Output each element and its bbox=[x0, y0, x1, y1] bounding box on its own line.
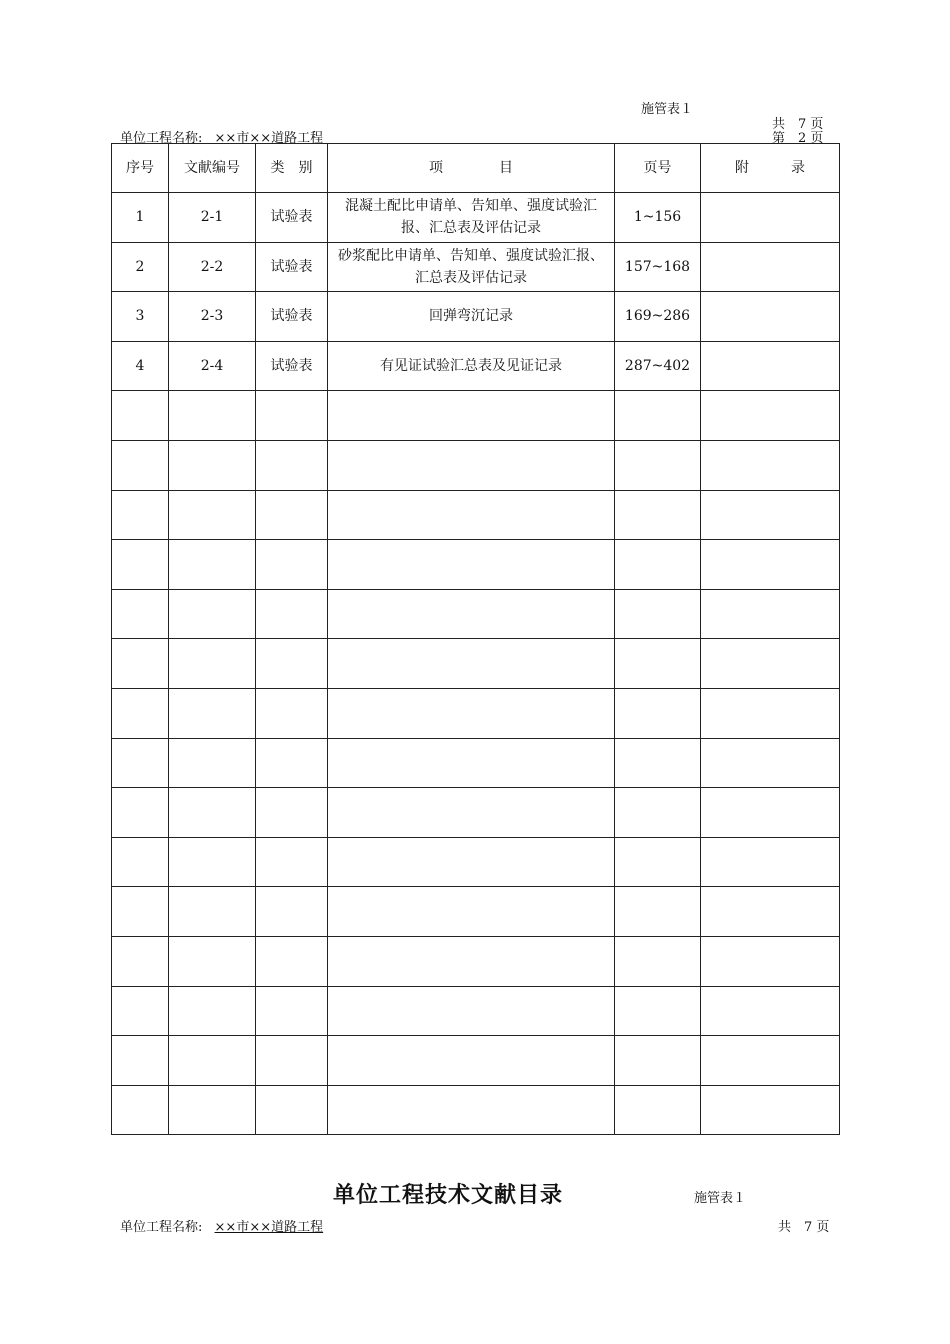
empty-cell bbox=[615, 440, 701, 490]
empty-cell bbox=[701, 738, 840, 788]
row-serial: 3 bbox=[112, 292, 169, 342]
empty-cell bbox=[701, 1085, 840, 1135]
empty-cell bbox=[112, 936, 169, 986]
row-category: 试验表 bbox=[256, 193, 328, 243]
empty-cell bbox=[169, 589, 256, 639]
empty-cell bbox=[328, 887, 615, 937]
empty-cell bbox=[112, 440, 169, 490]
empty-cell bbox=[615, 589, 701, 639]
empty-cell bbox=[615, 540, 701, 590]
empty-rows bbox=[112, 391, 840, 1135]
empty-cell bbox=[701, 986, 840, 1036]
page-number: 第 2 页 bbox=[772, 131, 824, 146]
empty-cell bbox=[328, 540, 615, 590]
empty-cell bbox=[701, 788, 840, 838]
empty-cell bbox=[169, 986, 256, 1036]
empty-cell bbox=[256, 391, 328, 441]
empty-cell bbox=[615, 887, 701, 937]
empty-cell bbox=[169, 391, 256, 441]
row-appendix bbox=[701, 242, 840, 292]
header-serial: 序号 bbox=[112, 144, 169, 193]
empty-cell bbox=[701, 540, 840, 590]
empty-cell bbox=[256, 738, 328, 788]
empty-cell bbox=[169, 639, 256, 689]
table-row bbox=[112, 242, 840, 292]
unit-name-label: 单位工程名称: bbox=[120, 131, 203, 146]
header-doc-code: 文献编号 bbox=[169, 144, 256, 193]
empty-cell bbox=[256, 688, 328, 738]
row-serial: 4 bbox=[112, 341, 169, 391]
empty-cell bbox=[112, 986, 169, 1036]
empty-cell bbox=[328, 1085, 615, 1135]
table-header-row bbox=[112, 144, 840, 193]
row-item: 回弹弯沉记录 bbox=[328, 292, 615, 342]
empty-cell bbox=[328, 391, 615, 441]
table-row-empty bbox=[112, 887, 840, 937]
row-category: 试验表 bbox=[256, 292, 328, 342]
empty-cell bbox=[256, 936, 328, 986]
empty-cell bbox=[615, 738, 701, 788]
row-doc-code: 2-1 bbox=[169, 193, 256, 243]
empty-cell bbox=[615, 391, 701, 441]
table-row-empty bbox=[112, 540, 840, 590]
unit-name-label-2: 单位工程名称: bbox=[120, 1220, 203, 1235]
table-row-empty bbox=[112, 391, 840, 441]
empty-cell bbox=[112, 391, 169, 441]
empty-cell bbox=[701, 391, 840, 441]
empty-cell bbox=[169, 440, 256, 490]
row-serial: 2 bbox=[112, 242, 169, 292]
empty-cell bbox=[328, 788, 615, 838]
table-row-empty bbox=[112, 440, 840, 490]
empty-cell bbox=[701, 1036, 840, 1086]
empty-cell bbox=[169, 738, 256, 788]
form-code-2: 施管表１ bbox=[694, 1191, 747, 1206]
table-row-empty bbox=[112, 837, 840, 887]
empty-cell bbox=[615, 936, 701, 986]
empty-cell bbox=[256, 490, 328, 540]
empty-cell bbox=[169, 887, 256, 937]
empty-cell bbox=[615, 639, 701, 689]
row-appendix bbox=[701, 193, 840, 243]
empty-cell bbox=[256, 440, 328, 490]
empty-cell bbox=[328, 639, 615, 689]
empty-cell bbox=[328, 986, 615, 1036]
table-row-empty bbox=[112, 589, 840, 639]
header-category: 类 别 bbox=[256, 144, 328, 193]
empty-cell bbox=[328, 490, 615, 540]
row-doc-code: 2-4 bbox=[169, 341, 256, 391]
empty-cell bbox=[328, 738, 615, 788]
header-pages: 页号 bbox=[615, 144, 701, 193]
empty-cell bbox=[112, 837, 169, 887]
empty-cell bbox=[256, 639, 328, 689]
empty-cell bbox=[256, 887, 328, 937]
row-category: 试验表 bbox=[256, 341, 328, 391]
empty-cell bbox=[615, 1085, 701, 1135]
empty-cell bbox=[701, 440, 840, 490]
empty-cell bbox=[701, 490, 840, 540]
table-row-empty bbox=[112, 986, 840, 1036]
empty-cell bbox=[112, 1036, 169, 1086]
empty-cell bbox=[701, 936, 840, 986]
row-item: 砂浆配比申请单、告知单、强度试验汇报、汇总表及评估记录 bbox=[328, 242, 615, 292]
table-row bbox=[112, 341, 840, 391]
header-appendix: 附 录 bbox=[701, 144, 840, 193]
empty-cell bbox=[112, 490, 169, 540]
row-pages: 287~402 bbox=[615, 341, 701, 391]
empty-cell bbox=[169, 1036, 256, 1086]
empty-cell bbox=[169, 936, 256, 986]
empty-cell bbox=[328, 440, 615, 490]
unit-name-line-2 bbox=[120, 1216, 323, 1235]
page-title: 单位工程技术文献目录 bbox=[333, 1182, 564, 1208]
table-row-empty bbox=[112, 639, 840, 689]
unit-name-value: ××市××道路工程 bbox=[214, 131, 324, 146]
empty-cell bbox=[256, 837, 328, 887]
row-doc-code: 2-3 bbox=[169, 292, 256, 342]
empty-cell bbox=[169, 688, 256, 738]
empty-cell bbox=[328, 837, 615, 887]
unit-name-value-2: ××市××道路工程 bbox=[214, 1220, 324, 1235]
table-row-empty bbox=[112, 1036, 840, 1086]
empty-cell bbox=[615, 986, 701, 1036]
empty-cell bbox=[701, 688, 840, 738]
row-doc-code: 2-2 bbox=[169, 242, 256, 292]
table-row bbox=[112, 193, 840, 243]
empty-cell bbox=[112, 738, 169, 788]
row-appendix bbox=[701, 292, 840, 342]
empty-cell bbox=[169, 788, 256, 838]
empty-cell bbox=[615, 490, 701, 540]
document-index-table bbox=[111, 143, 840, 1135]
row-appendix bbox=[701, 341, 840, 391]
row-item: 有见证试验汇总表及见证记录 bbox=[328, 341, 615, 391]
empty-cell bbox=[169, 490, 256, 540]
row-item: 混凝土配比申请单、告知单、强度试验汇报、汇总表及评估记录 bbox=[328, 193, 615, 243]
empty-cell bbox=[112, 589, 169, 639]
table-row-empty bbox=[112, 688, 840, 738]
header-item: 项 目 bbox=[328, 144, 615, 193]
row-pages: 1~156 bbox=[615, 193, 701, 243]
total-pages: 共 7 页 bbox=[772, 117, 824, 132]
table-row bbox=[112, 292, 840, 342]
row-serial: 1 bbox=[112, 193, 169, 243]
empty-cell bbox=[328, 936, 615, 986]
empty-cell bbox=[328, 688, 615, 738]
empty-cell bbox=[256, 1036, 328, 1086]
empty-cell bbox=[169, 540, 256, 590]
empty-cell bbox=[701, 887, 840, 937]
empty-cell bbox=[112, 1085, 169, 1135]
empty-cell bbox=[112, 688, 169, 738]
total-pages-2: 共 7 页 bbox=[778, 1220, 830, 1235]
table-row-empty bbox=[112, 490, 840, 540]
empty-cell bbox=[112, 639, 169, 689]
empty-cell bbox=[256, 589, 328, 639]
row-pages: 169~286 bbox=[615, 292, 701, 342]
empty-cell bbox=[701, 639, 840, 689]
empty-cell bbox=[169, 837, 256, 887]
form-code: 施管表１ bbox=[641, 102, 694, 117]
empty-cell bbox=[328, 1036, 615, 1086]
empty-cell bbox=[112, 788, 169, 838]
empty-cell bbox=[112, 887, 169, 937]
empty-cell bbox=[112, 540, 169, 590]
empty-cell bbox=[256, 788, 328, 838]
row-pages: 157~168 bbox=[615, 242, 701, 292]
empty-cell bbox=[615, 837, 701, 887]
table-row-empty bbox=[112, 788, 840, 838]
empty-cell bbox=[256, 986, 328, 1036]
table-row-empty bbox=[112, 738, 840, 788]
empty-cell bbox=[615, 688, 701, 738]
table-row-empty bbox=[112, 936, 840, 986]
empty-cell bbox=[169, 1085, 256, 1135]
table-row-empty bbox=[112, 1085, 840, 1135]
row-category: 试验表 bbox=[256, 242, 328, 292]
empty-cell bbox=[615, 788, 701, 838]
empty-cell bbox=[701, 589, 840, 639]
empty-cell bbox=[701, 837, 840, 887]
empty-cell bbox=[256, 540, 328, 590]
empty-cell bbox=[328, 589, 615, 639]
empty-cell bbox=[256, 1085, 328, 1135]
empty-cell bbox=[615, 1036, 701, 1086]
